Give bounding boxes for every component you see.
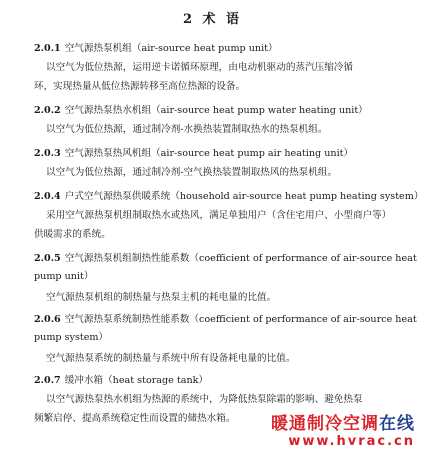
term-heading-2-0-3 [34,147,353,161]
term-body-line: 供暖需求的系统。 [34,229,111,240]
term-title: 缓冲水箱（heat storage tank） [64,375,209,386]
term-body-line: 环，实现热量从低位热源转移至高位热源的设备。 [34,81,246,92]
term-body-line: 空气源热泵系统的制热量与系统中所有设备耗电量的比值。 [46,353,296,364]
term-heading-2-0-5 [34,252,417,266]
term-number: 2.0.7 [34,375,61,386]
term-title-continued: pump unit） [34,271,94,282]
term-body-line: 频繁启停、提高系统稳定性而设置的储热水箱。 [34,413,236,424]
term-number: 2.0.4 [34,191,61,202]
term-body-line: 采用空气源热泵机组制取热水或热风，满足单独用户（含住宅用户、小型商户等） [46,210,392,221]
term-heading-2-0-1 [34,42,278,56]
term-heading-2-0-4 [34,190,423,204]
term-title: 空气源热泵热水机组（air-source heat pump water heating unit） [64,105,368,116]
term-heading-2-0-2 [34,104,368,118]
term-title: 空气源热泵系统制热性能系数（coefficient of performance of air-source heat [64,314,417,325]
term-number: 2.0.5 [34,253,61,264]
watermark-url: www.hvrac.cn [288,434,415,449]
term-title: 空气源热泵机组（air-source heat pump unit） [64,43,278,54]
term-heading-2-0-7 [34,374,208,388]
site-watermark [271,415,415,449]
term-title: 空气源热泵热风机组（air-source heat pump air heating unit） [64,148,354,159]
term-number: 2.0.1 [34,43,61,54]
term-title: 户式空气源热泵供暖系统（household air-source heat pump heating system） [64,191,424,202]
term-title: 空气源热泵机组制热性能系数（coefficient of performance of air-source heat [64,253,417,264]
term-heading-2-0-6 [34,313,417,327]
watermark-logo-text: 暖通制冷空调在线 [271,414,415,434]
term-body-line: 以空气为低位热源，运用逆卡诺循环原理，由电动机驱动的蒸汽压缩冷循 [46,62,353,73]
term-body-line: 以空气为低位热源，通过制冷剂-空气换热装置制取热风的热泵机组。 [46,167,338,178]
term-number: 2.0.6 [34,314,61,325]
page-title: 2 术 语 [182,12,243,27]
term-body-line: 以空气源热泵热水机组为热源的系统中，为降低热泵除霜的影响、避免热泵 [46,394,363,405]
term-title-continued: pump system） [34,332,109,343]
term-number: 2.0.3 [34,148,61,159]
term-number: 2.0.2 [34,105,61,116]
term-body-line: 以空气为低位热源，通过制冷剂-水换热装置制取热水的热泵机组。 [46,124,328,135]
term-body-line: 空气源热泵机组的制热量与热泵主机的耗电量的比值。 [46,292,277,303]
